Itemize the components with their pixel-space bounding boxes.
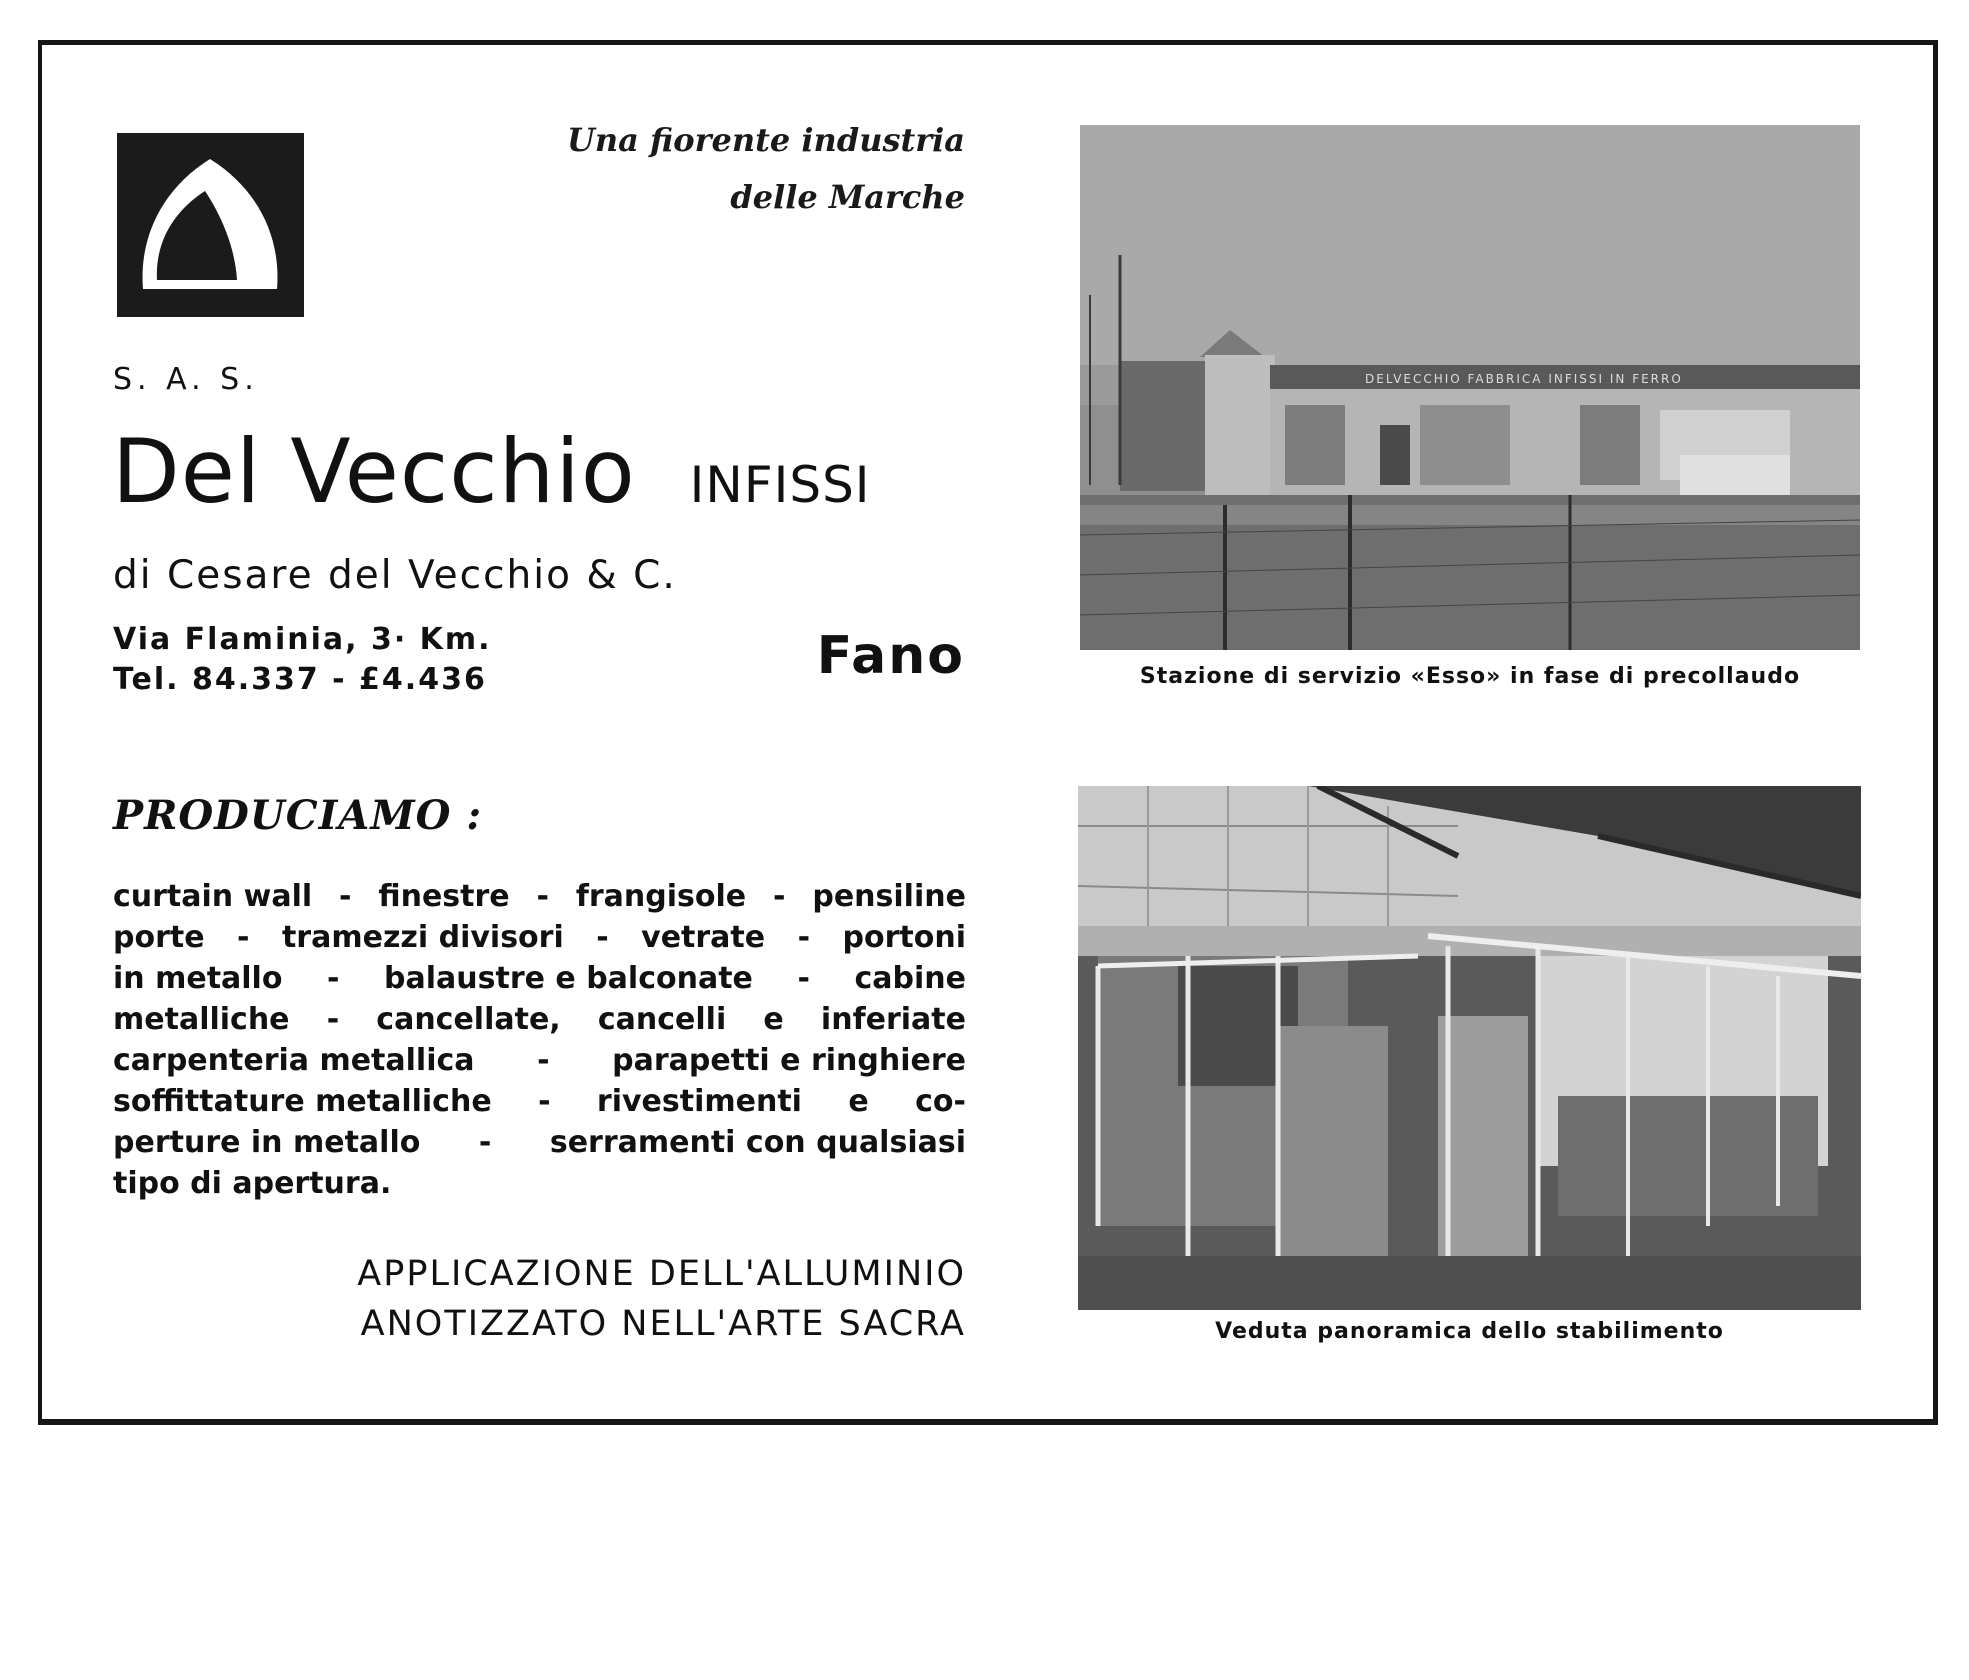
tagline [480,112,965,226]
products-heading: PRODUCIAMO : [113,792,483,839]
pointed-arch-icon [117,133,304,317]
workshop-interior-photo [1078,786,1861,1310]
products-line: curtain wall - finestre - frangisole - pensiline [113,879,966,914]
tagline-line-2: delle Marche [730,178,965,216]
products-line: carpenteria metallica - parapetti e ringhiere [113,1043,966,1078]
application-note [300,1249,966,1349]
application-line-1: APPLICAZIONE DELL'ALLUMINIO [357,1254,966,1294]
tagline-line-1: Una fiorente industria [566,121,965,159]
street-address: Via Flaminia, 3· Km. [113,622,492,657]
photo-caption: Veduta panoramica dello stabilimento [1215,1319,1724,1344]
phone-numbers: Tel. 84.337 - £4.436 [113,662,487,697]
company-type: S. A. S. [113,362,259,397]
company-title [112,420,972,523]
products-line: perture in metallo - serramenti con qualsiasi [113,1125,966,1160]
products-line: tipo di apertura. [113,1166,392,1201]
company-suffix: INFISSI [689,456,871,514]
company-owner: di Cesare del Vecchio & C. [113,553,677,598]
products-line: soffittature metalliche - rivestimenti e co- [113,1084,966,1119]
city-name: Fano [816,626,965,686]
factory-sign: DELVECCHIO FABBRICA INFISSI IN FERRO [1365,372,1683,386]
photo-caption: Stazione di servizio «Esso» in fase di precollaudo [1139,664,1801,689]
address-block [113,620,492,700]
products-line: in metallo - balaustre e balconate - cabine [113,961,966,996]
products-list [113,876,966,1204]
application-line-2: ANOTIZZATO NELL'ARTE SACRA [360,1304,966,1344]
products-line: metalliche - cancellate, cancelli e inferiate [113,1002,966,1037]
products-line: porte - tramezzi divisori - vetrate - portoni [113,920,966,955]
company-name: Del Vecchio [112,420,636,523]
factory-photo [1080,125,1860,650]
